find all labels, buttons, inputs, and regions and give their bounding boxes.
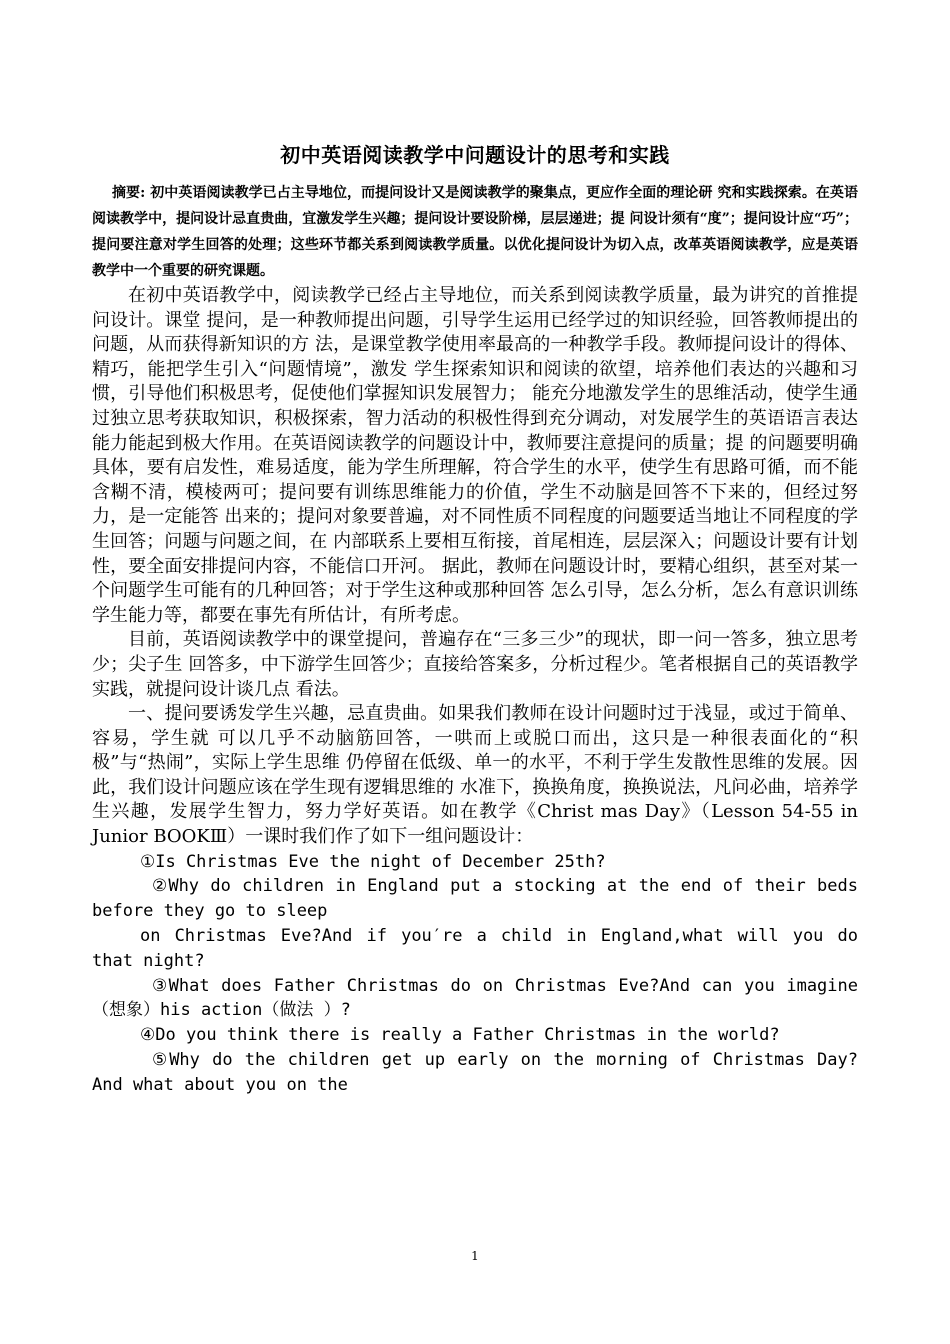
question-item: ④Do you think there is really a Father Christmas in the world? <box>140 1025 780 1046</box>
paragraph-section-one: 一、提问要诱发学生兴趣，忌直贵曲。如果我们教师在设计问题时过于浅显，或过于简单、容易，学生就 可以几乎不动脑筋回答，一哄而上或脱口而出，这只是一种很表面化的“积极”与“热闹”，实际上学生思维 仍停留在低级、单一的水平，不利于学生发散性思维的发展。因此，我们设计问题应该在学生现有逻辑思维的 水准下，换换角度，换换说法，凡问必曲，培养学生兴趣，发展学生智力，努力学好英语。如在教学《Christ mas Day》（Lesson 54-55 in Junior BOOKⅢ）一课时我们作了如下一组问题设计： <box>92 703 858 848</box>
paragraph-status: 目前，英语阅读教学中的课堂提问，普遍存在“三多三少”的现状，即一问一答多，独立思考少；尖子生 回答多，中下游学生回答少；直接给答案多，分析过程少。笔者根据自己的英语教学实践，就提问设计谈几点 看法。 <box>92 629 858 700</box>
question-item: ②Why do children in England put a stocking at the end of their beds before they go to sleep <box>92 876 858 922</box>
document-content <box>92 140 858 1098</box>
abstract: 摘要: 初中英语阅读教学已占主导地位，而提问设计又是阅读教学的聚集点，更应作全面的理论研 究和实践探索。在英语阅读教学中，提问设计忌直贵曲，宜激发学生兴趣；提问设计要设阶梯，层层递进；提 问设计须有“度”；提问设计应“巧”；提问要注意对学生回答的处理；这些环节都关系到阅读教学质量。以优化提问设计为切入点，改革英语阅读教学，应是英语教学中一个重要的研究课题。 <box>92 185 858 279</box>
paragraph-intro: 在初中英语教学中，阅读教学已经占主导地位，而关系到阅读教学质量，最为讲究的首推提问设计。课堂 提问，是一种教师提出问题，引导学生运用已经学过的知识经验，回答教师提出的问题，从而获得新知识的方 法，是课堂教学使用率最高的一种教学手段。教师提问设计的得体、精巧，能把学生引入“问题情境”，激发 学生探索知识和阅读的欲望，培养他们表达的兴趣和习惯，引导他们积极思考，促使他们掌握知识发展智力； 能充分地激发学生的思维活动，使学生通过独立思考获取知识，积极探索，智力活动的积极性得到充分调动，对发展学生的英语语言表达能力能起到极大作用。在英语阅读教学的问题设计中，教师要注意提问的质量；提 的问题要明确具体，要有启发性，难易适度，能为学生所理解，符合学生的水平，使学生有思路可循，而不能 含糊不清，模棱两可；提问要有训练思维能力的价值，学生不动脑是回答不下来的，但经过努力，是一定能答 出来的；提问对象要普遍，对不同性质不同程度的问题要适当地让不同程度的学生回答；问题与问题之间，在 内部联系上要相互衔接，首尾相连，层层深入；问题设计要有计划性，要全面安排提问内容，不能信口开河。 据此，教师在问题设计时，要精心组织，甚至对某一个问题学生可能有的几种回答；对于学生这种或那种回答 怎么引导，怎么分析，怎么有意识训练学生能力等，都要在事先有所估计，有所考虑。 <box>92 285 858 626</box>
question-item: ③What does Father Christmas do on Christmas Eve?And can you imagine（想象）his action（做法 ）? <box>92 975 858 1021</box>
page-number: 1 <box>471 1249 479 1263</box>
question-item-continuation: on Christmas Eve?And if you′re a child in England,what will you do that night? <box>92 926 858 971</box>
question-item: ①Is Christmas Eve the night of December 25th? <box>140 851 606 872</box>
document-title: 初中英语阅读教学中问题设计的思考和实践 <box>280 143 670 167</box>
question-item: ⑤Why do the children get up early on the morning of Christmas Day?And what about you on the <box>92 1050 858 1095</box>
